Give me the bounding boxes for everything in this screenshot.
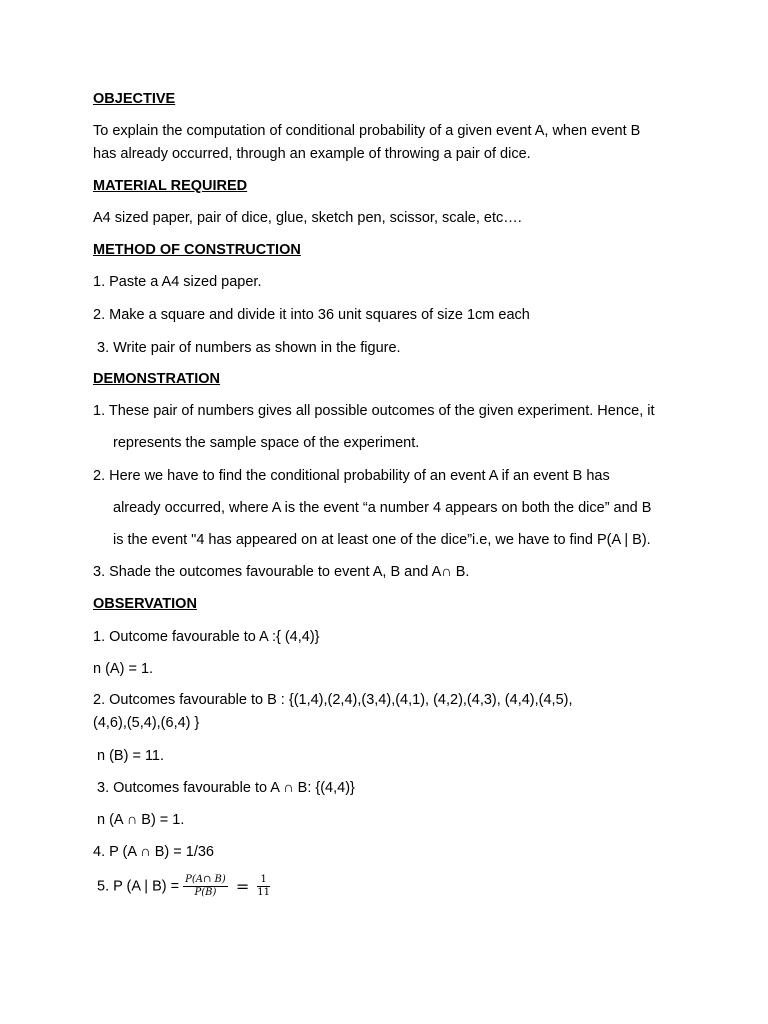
fraction-numerator: P(A∩ B): [185, 874, 226, 885]
equals-sign: =: [235, 877, 250, 896]
observation-2-line-2: (4,6),(5,4),(6,4) }: [93, 715, 200, 731]
demonstration-p2-line-2: already occurred, where A is the event “a number 4 appears on both the dice” and B: [113, 500, 652, 516]
method-heading: METHOD OF CONSTRUCTION: [93, 242, 301, 258]
observation-1: 1. Outcome favourable to A :{ (4,4)}: [93, 629, 320, 645]
observation-nA: n (A) = 1.: [93, 661, 154, 677]
demonstration-p2-line-1: 2. Here we have to find the conditional probability of an event A if an event B has: [93, 468, 610, 484]
demonstration-p1-line-2: represents the sample space of the experiment.: [113, 435, 420, 451]
material-text: A4 sized paper, pair of dice, glue, sketch pen, scissor, scale, etc….: [93, 210, 522, 226]
observation-5-prefix: 5. P (A | B) =: [97, 878, 180, 895]
objective-line-1: To explain the computation of conditional probability of a given event A, when event B: [93, 123, 641, 139]
observation-3: 3. Outcomes favourable to A ∩ B: {(4,4)}: [97, 780, 355, 796]
conditional-probability-fraction: [183, 874, 228, 899]
result-fraction: [257, 874, 270, 899]
result-denominator: 11: [257, 887, 270, 898]
material-heading: MATERIAL REQUIRED: [93, 178, 248, 194]
observation-2-line-1: 2. Outcomes favourable to B : {(1,4),(2,4),(3,4),(4,1), (4,2),(4,3), (4,4),(4,5),: [93, 692, 573, 708]
observation-nAB: n (A ∩ B) = 1.: [97, 812, 185, 828]
method-step-1: 1. Paste a A4 sized paper.: [93, 274, 262, 290]
method-step-3: 3. Write pair of numbers as shown in the figure.: [97, 340, 401, 356]
demonstration-p2-line-3: is the event "4 has appeared on at least one of the dice”i.e, we have to find P(A | B).: [113, 532, 651, 548]
method-step-2: 2. Make a square and divide it into 36 unit squares of size 1cm each: [93, 307, 530, 323]
demonstration-p3: 3. Shade the outcomes favourable to event A, B and A∩ B.: [93, 564, 470, 580]
objective-line-2: has already occurred, through an example of throwing a pair of dice.: [93, 146, 531, 162]
fraction-denominator: P(B): [194, 887, 217, 898]
demonstration-p1-line-1: 1. These pair of numbers gives all possible outcomes of the given experiment. Hence, it: [93, 403, 655, 419]
observation-nB: n (B) = 11.: [97, 748, 165, 764]
observation-4: 4. P (A ∩ B) = 1/36: [93, 844, 214, 860]
objective-heading: OBJECTIVE: [93, 91, 176, 107]
observation-5: [97, 874, 270, 899]
demonstration-heading: DEMONSTRATION: [93, 371, 221, 387]
observation-heading: OBSERVATION: [93, 596, 197, 612]
result-numerator: 1: [257, 874, 270, 887]
